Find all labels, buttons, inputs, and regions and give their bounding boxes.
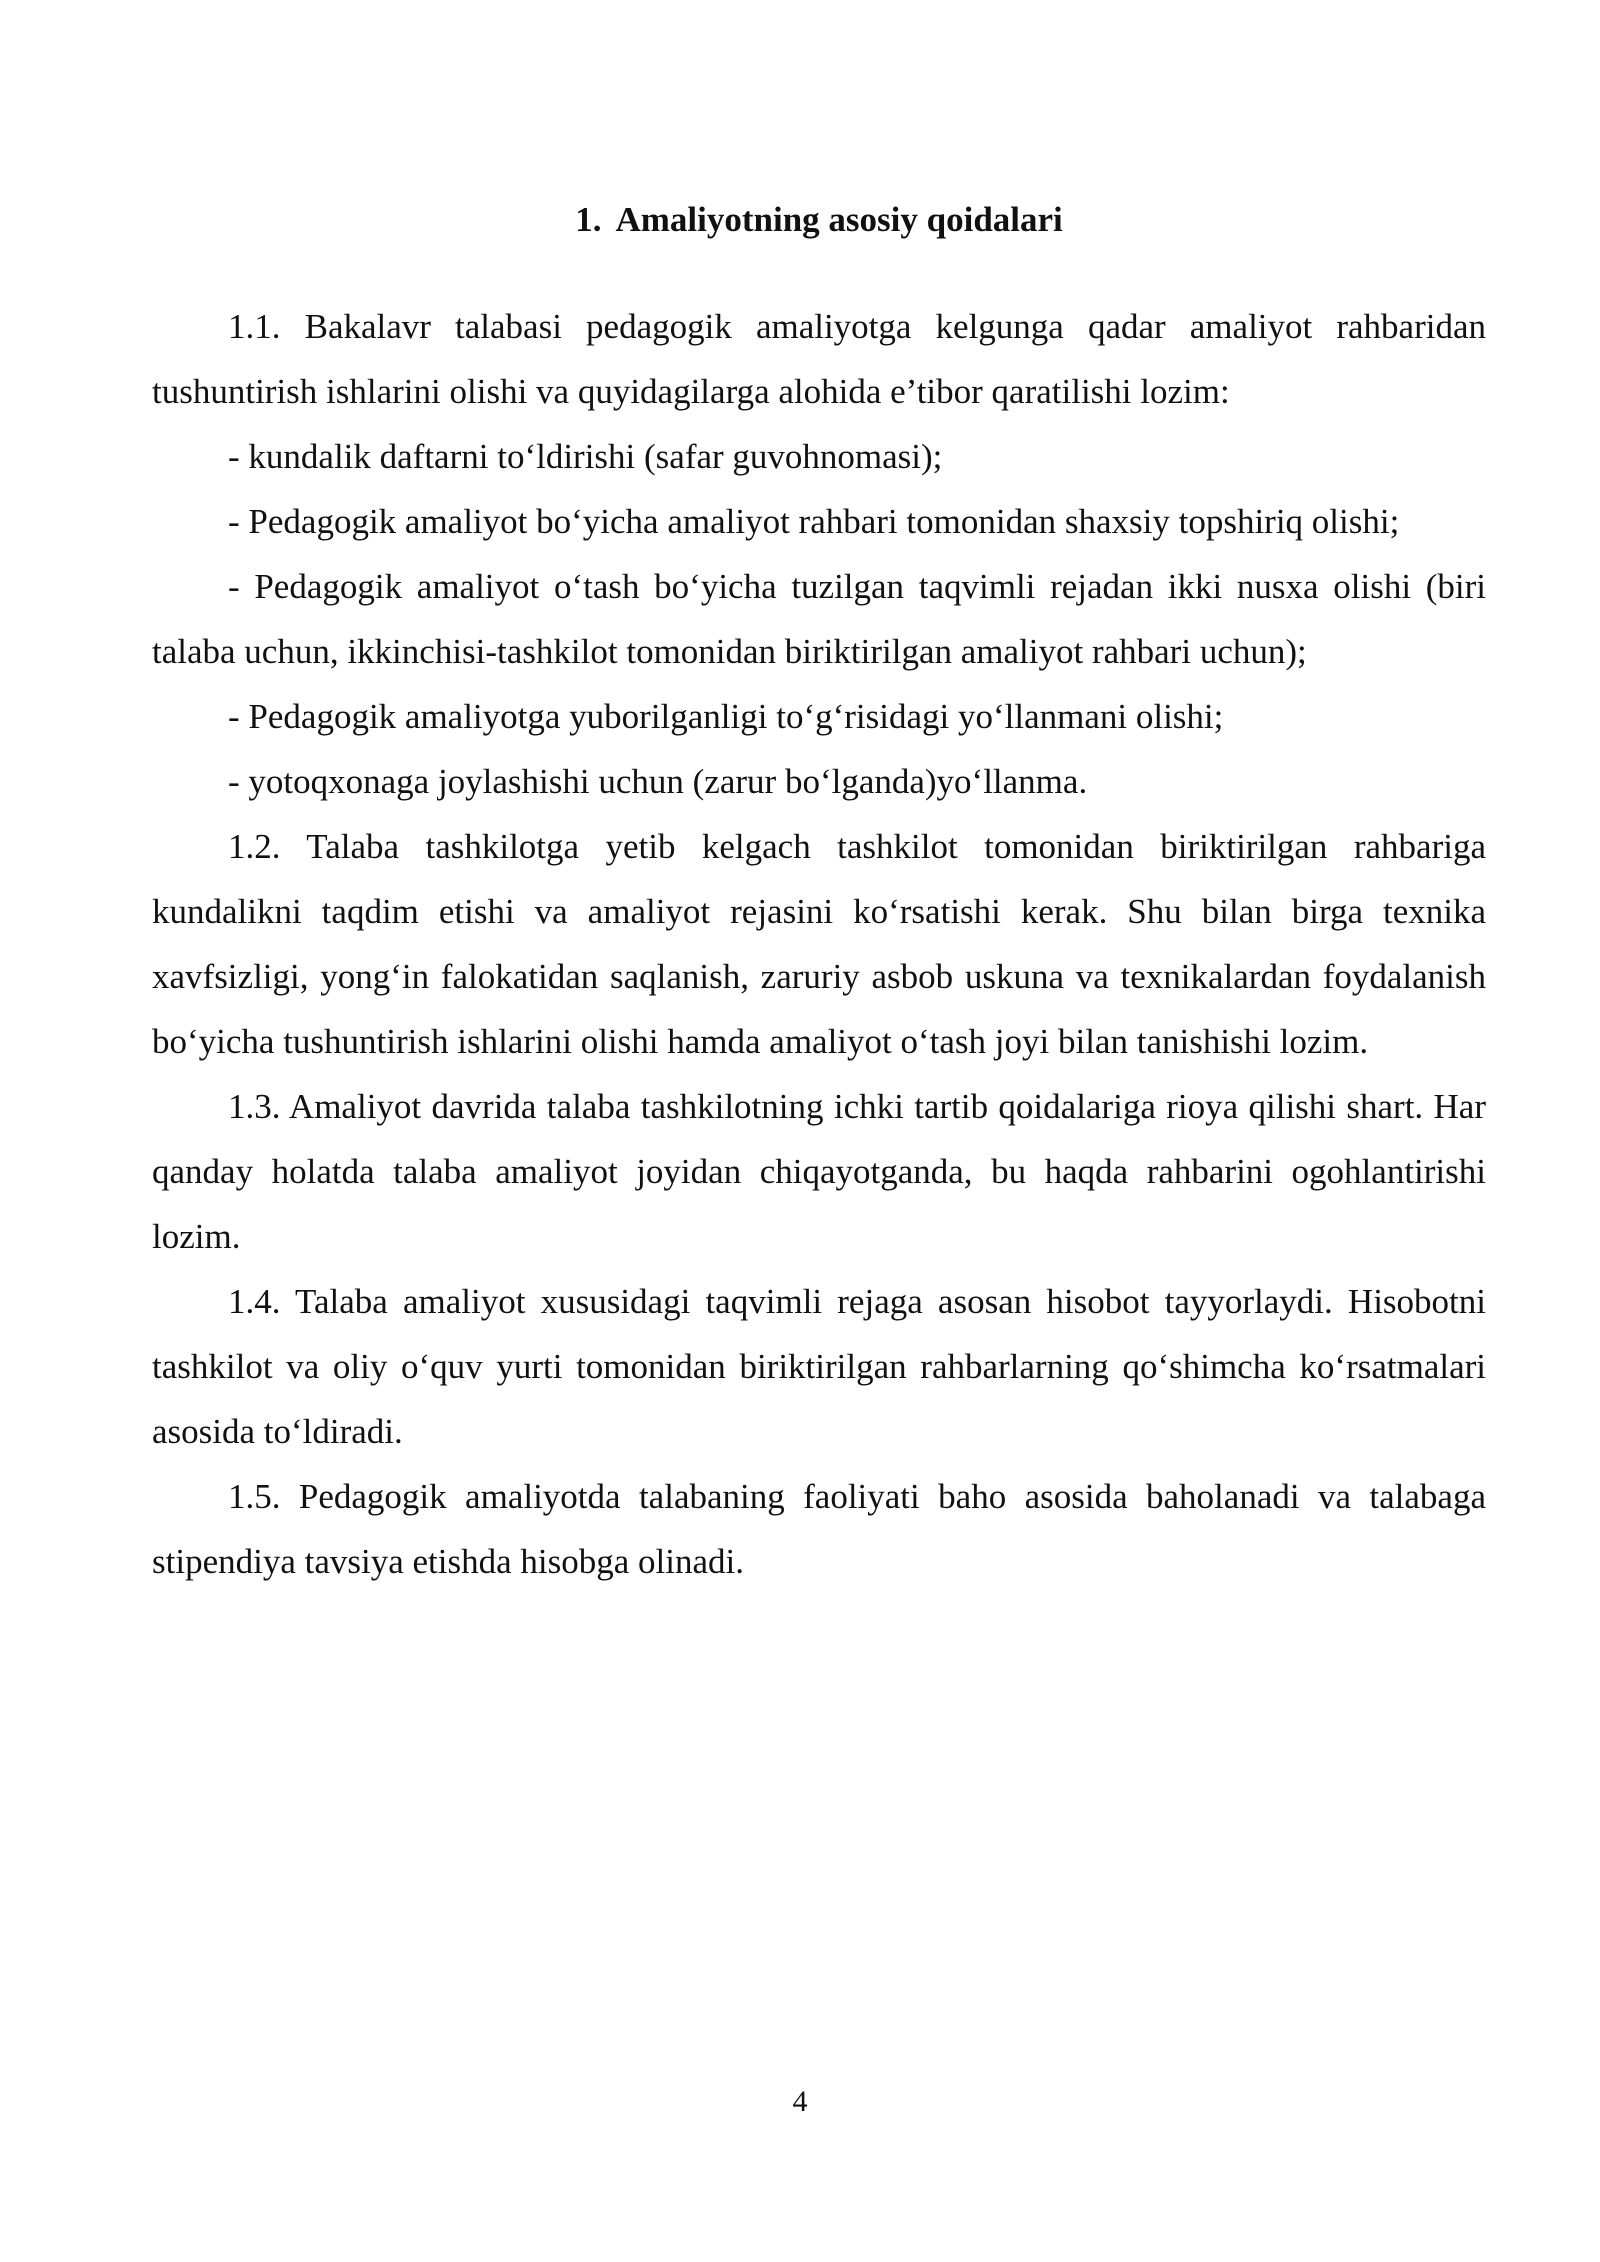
paragraph-1-2: 1.2. Talaba tashkilotga yetib kelgach tashkilot tomonidan biriktirilgan rahbariga kundalikni taqdim etishi va amaliyot rejasini ko‘rsatishi kerak. Shu bilan birga texnika xavfsizligi, yong‘in falokatidan saqlanish, zaruriy asbob uskuna va texnikalardan foydalanish bo‘yicha tushuntirish ishlarini olishi hamda amaliyot o‘tash joyi bilan tanishishi lozim. (152, 827, 1486, 1061)
paragraph-1-1: 1.1. Bakalavr talabasi pedagogik amaliyotga kelgunga qadar amaliyot rahbaridan tushuntirish ishlarini olishi va quyidagilarga alohida e’tibor qaratilishi lozim: (152, 307, 1486, 411)
paragraph-1-5: 1.5. Pedagogik amaliyotda talabaning faoliyati baho asosida baholanadi va talabaga stipendiya tavsiya etishda hisobga olinadi. (152, 1477, 1486, 1581)
section-heading (152, 188, 1486, 252)
section-title: Amaliyotning asosiy qoidalari (615, 200, 1063, 239)
list-item-personal-task: - Pedagogik amaliyot bo‘yicha amaliyot rahbari tomonidan shaxsiy topshiriq olishi; (228, 502, 1400, 541)
list-item-referral: - Pedagogik amaliyotga yuborilganligi to‘g‘risidagi yo‘llanmani olishi; (228, 697, 1224, 736)
list-item-dormitory: - yotoqxonaga joylashishi uchun (zarur bo‘lganda)yo‘llanma. (228, 762, 1088, 801)
paragraph-1-3: 1.3. Amaliyot davrida talaba tashkilotning ichki tartib qoidalariga rioya qilishi shart. Har qanday holatda talaba amaliyot joyidan chiqayotganda, bu haqda rahbarini ogohlantirishi lozim. (152, 1087, 1486, 1256)
page-number: 4 (792, 2085, 808, 2118)
page-content (152, 188, 1486, 1594)
paragraph-1-4: 1.4. Talaba amaliyot xususidagi taqvimli rejaga asosan hisobot tayyorlaydi. Hisobotni tashkilot va oliy o‘quv yurti tomonidan biriktirilgan rahbarlarning qo‘shimcha ko‘rsatmalari asosida to‘ldiradi. (152, 1282, 1486, 1451)
list-item-diary: - kundalik daftarni to‘ldirishi (safar guvohnomasi); (228, 437, 943, 476)
section-number: 1. (575, 200, 602, 239)
list-item-calendar-plan: - Pedagogik amaliyot o‘tash bo‘yicha tuzilgan taqvimli rejadan ikki nusxa olishi (biri talaba uchun, ikkinchisi-tashkilot tomonidan biriktirilgan amaliyot rahbari uchun); (152, 567, 1486, 671)
